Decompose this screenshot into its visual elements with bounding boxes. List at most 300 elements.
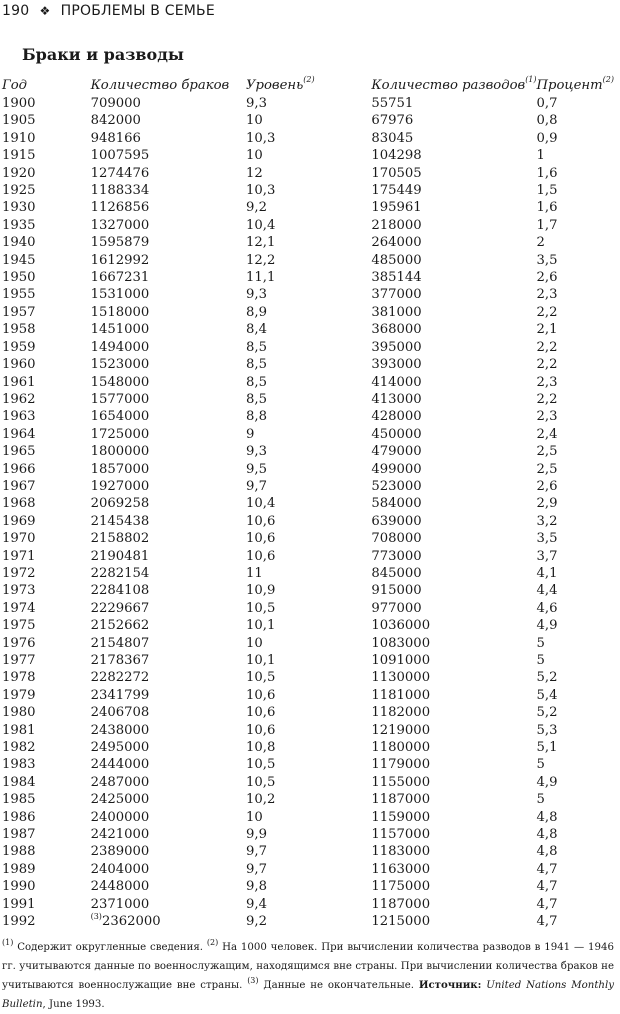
cell-divorces: 104298	[371, 148, 422, 164]
cell-rate: 10,5	[246, 600, 276, 616]
cell-percent: 5	[536, 653, 545, 668]
footnote-ref: (3)	[90, 911, 102, 921]
cell-percent: 0,8	[536, 113, 558, 129]
cell-rate: 10	[246, 809, 263, 825]
footnote-text: Данные не окончательные.	[258, 980, 419, 991]
cell-marriages: 2341799	[90, 687, 150, 703]
cell-rate: 11	[246, 565, 263, 581]
cell-year: 1900	[2, 96, 36, 111]
cell-divorces: 1036000	[371, 618, 431, 634]
cell-rate: 10,6	[246, 513, 276, 529]
cell-rate: 10,5	[246, 774, 276, 790]
table-row	[2, 565, 614, 582]
cell-divorces: 639000	[371, 513, 422, 529]
cell-rate: 10,6	[246, 705, 276, 721]
cell-divorces: 368000	[371, 322, 422, 338]
cell-rate: 9,8	[246, 879, 267, 895]
cell-percent: 4,8	[536, 827, 558, 843]
cell-year: 1925	[2, 183, 36, 199]
cell-rate: 10	[246, 635, 263, 651]
footnotes	[2, 938, 614, 1014]
cell-marriages: 2487000	[90, 774, 150, 790]
cell-rate: 10,8	[246, 740, 276, 756]
cell-percent: 5	[536, 757, 545, 773]
cell-percent: 0,7	[536, 96, 558, 111]
footnote-mark: (2)	[206, 937, 219, 947]
table-row	[2, 391, 614, 408]
cell-divorces: 1155000	[371, 774, 431, 790]
table-row	[2, 513, 614, 530]
table-row	[2, 234, 614, 251]
cell-percent: 2,3	[536, 374, 558, 390]
cell-rate: 9,7	[246, 861, 267, 877]
column-header-divorces: Количество разводов$^{(1)}$	[371, 75, 537, 93]
cell-rate: 10	[246, 113, 263, 129]
table-row	[2, 165, 614, 182]
cell-divorces: 395000	[371, 339, 422, 355]
cell-divorces: 1083000	[371, 635, 431, 651]
cell-rate: 9,2	[246, 200, 267, 216]
table-row	[2, 704, 614, 721]
table-row	[2, 652, 614, 669]
cell-percent: 2,2	[536, 304, 558, 320]
cell-rate: 10,5	[246, 670, 276, 686]
cell-year: 1974	[2, 600, 36, 616]
footnote-ref: (2)	[602, 75, 614, 85]
cell-marriages: 2389000	[90, 844, 150, 860]
cell-rate: 10,1	[246, 653, 276, 668]
column-header-percent: Процент$^{(2)}$	[536, 75, 614, 93]
cell-marriages: 709000	[90, 96, 141, 111]
cell-divorces: 413000	[371, 391, 422, 407]
cell-divorces: 499000	[371, 461, 422, 477]
column-header-marriages: Количество браков	[90, 77, 230, 93]
cell-rate: 9,9	[246, 827, 267, 843]
source-label: Источник:	[418, 979, 482, 991]
cell-percent: 2,4	[536, 426, 558, 442]
cell-percent: 5,2	[536, 705, 558, 721]
cell-year: 1960	[2, 357, 36, 373]
cell-divorces: 1187000	[371, 792, 431, 808]
cell-divorces: 1157000	[371, 827, 431, 843]
table-header-row	[2, 76, 614, 95]
cell-rate: 8,8	[246, 409, 267, 425]
cell-marriages: 2282272	[90, 670, 150, 686]
cell-marriages: 2229667	[90, 600, 150, 616]
cell-divorces: 381000	[371, 304, 422, 320]
cell-year: 1980	[2, 705, 36, 721]
footnote-mark: (3)	[247, 975, 259, 985]
cell-divorces: 915000	[371, 583, 422, 599]
cell-divorces: 1163000	[371, 861, 431, 877]
cell-percent: 1,6	[536, 165, 558, 181]
cell-marriages: 2406708	[90, 705, 150, 721]
cell-year: 1920	[2, 165, 36, 181]
table-row	[2, 548, 614, 565]
cell-marriages: 2495000	[90, 740, 150, 756]
cell-year: 1975	[2, 618, 36, 634]
cell-rate: 9,3	[246, 444, 267, 460]
cell-year: 1979	[2, 687, 36, 703]
cell-rate: 10,3	[246, 130, 276, 146]
cell-year: 1967	[2, 478, 36, 494]
cell-rate: 10,9	[246, 583, 276, 599]
cell-marriages: 2154807	[90, 635, 150, 651]
cell-marriages: 1857000	[90, 461, 150, 477]
cell-percent: 4,7	[536, 914, 558, 930]
cell-percent: 2,2	[536, 391, 558, 407]
cell-year: 1972	[2, 565, 36, 581]
cell-year: 1978	[2, 670, 36, 686]
cell-rate: 8,5	[246, 357, 267, 373]
cell-percent: 4,8	[536, 809, 558, 825]
cell-percent: 2,2	[536, 357, 558, 373]
cell-marriages: 1577000	[90, 391, 150, 407]
cell-divorces: 264000	[371, 235, 422, 251]
cell-percent: 3,5	[536, 531, 558, 547]
cell-percent: 2,1	[536, 322, 558, 338]
table-row	[2, 304, 614, 321]
cell-divorces: 393000	[371, 357, 422, 373]
cell-year: 1987	[2, 827, 36, 843]
table-row	[2, 530, 614, 547]
cell-rate: 10	[246, 148, 263, 164]
cell-marriages: 2282154	[90, 565, 150, 581]
cell-year: 1971	[2, 548, 36, 564]
cell-rate: 8,4	[246, 322, 267, 338]
cell-percent: 5	[536, 792, 545, 808]
cell-percent: 4,7	[536, 896, 558, 912]
cell-marriages: 1654000	[90, 409, 150, 425]
cell-year: 1991	[2, 896, 36, 912]
cell-divorces: 1175000	[371, 879, 431, 895]
cell-percent: 3,5	[536, 252, 558, 268]
cell-divorces: 83045	[371, 130, 414, 146]
table-row	[2, 826, 614, 843]
table-row	[2, 774, 614, 791]
cell-marriages: 2178367	[90, 653, 150, 668]
table-row	[2, 461, 614, 478]
cell-year: 1963	[2, 409, 36, 425]
cell-marriages: 1800000	[90, 444, 150, 460]
cell-percent: 0,9	[536, 130, 558, 146]
table-row	[2, 896, 614, 913]
cell-percent: 4,7	[536, 861, 558, 877]
cell-divorces: 195961	[371, 200, 422, 216]
cell-divorces: 773000	[371, 548, 422, 564]
cell-year: 1915	[2, 148, 36, 164]
table-row	[2, 286, 614, 303]
cell-divorces: 845000	[371, 565, 422, 581]
cell-percent: 4,4	[536, 583, 558, 599]
cell-percent: 1	[536, 148, 545, 164]
cell-year: 1965	[2, 444, 36, 460]
diamond-ornament-icon: ❖	[39, 4, 51, 18]
cell-rate: 10,3	[246, 183, 276, 199]
cell-divorces: 450000	[371, 426, 422, 442]
cell-year: 1964	[2, 426, 36, 442]
cell-marriages: 1327000	[90, 217, 150, 233]
cell-divorces: 1183000	[371, 844, 431, 860]
cell-percent: 4,1	[536, 565, 558, 581]
cell-year: 1957	[2, 304, 36, 320]
cell-divorces: 1182000	[371, 705, 431, 721]
cell-year: 1985	[2, 792, 36, 808]
cell-divorces: 523000	[371, 478, 422, 494]
cell-percent: 4,8	[536, 844, 558, 860]
cell-marriages: 2400000	[90, 809, 150, 825]
cell-rate: 8,5	[246, 339, 267, 355]
cell-divorces: 1179000	[371, 757, 431, 773]
cell-marriages: 1667231	[90, 270, 150, 286]
cell-percent: 5,4	[536, 687, 558, 703]
footnote-text: Содержит округленные сведения.	[13, 942, 207, 953]
cell-year: 1910	[2, 130, 36, 146]
cell-marriages: 2421000	[90, 827, 150, 843]
cell-year: 1977	[2, 653, 36, 668]
source-date: , June 1993.	[42, 999, 105, 1010]
table-row	[2, 809, 614, 826]
cell-divorces: 428000	[371, 409, 422, 425]
cell-percent: 2,2	[536, 339, 558, 355]
cell-rate: 12	[246, 165, 263, 181]
cell-marriages: 2444000	[90, 757, 150, 773]
cell-divorces: 1091000	[371, 653, 431, 668]
table-row	[2, 408, 614, 425]
table-row	[2, 426, 614, 443]
cell-percent: 3,7	[536, 548, 558, 564]
cell-year: 1983	[2, 757, 36, 773]
cell-year: 1988	[2, 844, 36, 860]
cell-percent: 4,6	[536, 600, 558, 616]
cell-marriages: 2145438	[90, 513, 150, 529]
table-row	[2, 495, 614, 512]
cell-year: 1962	[2, 391, 36, 407]
running-head	[2, 0, 215, 22]
cell-rate: 9,7	[246, 478, 267, 494]
table-row	[2, 756, 614, 773]
page-number: 190	[2, 3, 30, 19]
cell-year: 1945	[2, 252, 36, 268]
table-row	[2, 147, 614, 164]
cell-marriages: 2438000	[90, 722, 150, 738]
footnote-ref: (1)	[525, 75, 537, 85]
cell-year: 1930	[2, 200, 36, 216]
cell-divorces: 175449	[371, 183, 422, 199]
table-row	[2, 878, 614, 895]
cell-percent: 1,5	[536, 183, 558, 199]
cell-year: 1976	[2, 635, 36, 651]
footnote-text: На 1000 человек. При вычислении количества разводов в 1941 — 1946 гг. учитываются данные по военнослужащим, находящимся вне страны. При вычислении количества браков не учитываются военнослужащие вне страны.	[2, 942, 614, 991]
table-row	[2, 217, 614, 234]
cell-rate: 8,5	[246, 391, 267, 407]
cell-marriages: 1451000	[90, 322, 150, 338]
table-row	[2, 843, 614, 860]
cell-rate: 10,6	[246, 722, 276, 738]
cell-rate: 9,7	[246, 844, 267, 860]
table-row	[2, 443, 614, 460]
cell-rate: 8,5	[246, 374, 267, 390]
cell-rate: 9	[246, 426, 255, 442]
cell-marriages: 2152662	[90, 618, 150, 634]
cell-percent: 2	[536, 235, 545, 251]
cell-marriages: 948166	[90, 130, 141, 146]
table-row	[2, 913, 614, 930]
cell-marriages: 2158802	[90, 531, 150, 547]
cell-marriages: 1518000	[90, 304, 150, 320]
cell-year: 1950	[2, 270, 36, 286]
cell-percent: 4,9	[536, 774, 558, 790]
cell-marriages: 1126856	[90, 200, 150, 216]
table-row	[2, 321, 614, 338]
cell-percent: 5,2	[536, 670, 558, 686]
cell-year: 1982	[2, 740, 36, 756]
cell-percent: 2,5	[536, 461, 558, 477]
cell-year: 1986	[2, 809, 36, 825]
cell-marriages: 842000	[90, 113, 141, 129]
table-row	[2, 669, 614, 686]
cell-rate: 10,4	[246, 496, 276, 512]
cell-divorces: 708000	[371, 531, 422, 547]
cell-rate: 8,9	[246, 304, 267, 320]
cell-percent: 2,6	[536, 270, 558, 286]
cell-year: 1973	[2, 583, 36, 599]
cell-marriages: 2371000	[90, 896, 150, 912]
cell-divorces: 584000	[371, 496, 422, 512]
cell-year: 1970	[2, 531, 36, 547]
table-row	[2, 269, 614, 286]
cell-marriages: 1188334	[90, 183, 150, 199]
cell-divorces: 1159000	[371, 809, 431, 825]
cell-rate: 12,2	[246, 252, 276, 268]
cell-year: 1959	[2, 339, 36, 355]
footnote-mark: (1)	[2, 937, 14, 947]
table-row	[2, 130, 614, 147]
table-row	[2, 95, 614, 112]
cell-year: 1989	[2, 861, 36, 877]
cell-marriages: 2284108	[90, 583, 150, 599]
table-row	[2, 687, 614, 704]
cell-rate: 9,3	[246, 287, 267, 303]
table-row	[2, 252, 614, 269]
cell-marriages: 1007595	[90, 148, 150, 164]
cell-year: 1992	[2, 914, 36, 930]
table-row	[2, 617, 614, 634]
cell-rate: 10,4	[246, 217, 276, 233]
cell-marriages: 1725000	[90, 426, 150, 442]
cell-divorces: 55751	[371, 96, 414, 111]
table-row	[2, 199, 614, 216]
cell-divorces: 977000	[371, 600, 422, 616]
cell-divorces: 485000	[371, 252, 422, 268]
table-row	[2, 356, 614, 373]
cell-marriages: 1523000	[90, 357, 150, 373]
cell-divorces: 170505	[371, 165, 422, 181]
section-title: ПРОБЛЕМЫ В СЕМЬЕ	[60, 3, 215, 19]
cell-rate: 10,2	[246, 792, 276, 808]
cell-marriages: 1595879	[90, 235, 150, 251]
cell-percent: 2,3	[536, 287, 558, 303]
table-row	[2, 374, 614, 391]
cell-divorces: 1215000	[371, 914, 431, 930]
cell-marriages: 2448000	[90, 879, 150, 895]
cell-percent: 4,9	[536, 618, 558, 634]
cell-year: 1968	[2, 496, 36, 512]
cell-divorces: 1130000	[371, 670, 431, 686]
cell-divorces: 1181000	[371, 687, 431, 703]
cell-percent: 2,3	[536, 409, 558, 425]
cell-percent: 2,5	[536, 444, 558, 460]
cell-year: 1984	[2, 774, 36, 790]
table-row	[2, 182, 614, 199]
cell-percent: 2,6	[536, 478, 558, 494]
column-header-year: Год	[2, 77, 28, 93]
cell-marriages: 2425000	[90, 792, 150, 808]
cell-rate: 10,6	[246, 687, 276, 703]
table-row	[2, 582, 614, 599]
cell-divorces: 414000	[371, 374, 422, 390]
cell-rate: 9,2	[246, 914, 267, 930]
table-row	[2, 600, 614, 617]
cell-rate: 10,5	[246, 757, 276, 773]
cell-rate: 11,1	[246, 270, 276, 286]
cell-divorces: 67976	[371, 113, 414, 129]
footnote-ref: (2)	[303, 75, 315, 85]
cell-divorces: 1219000	[371, 722, 431, 738]
cell-divorces: 479000	[371, 444, 422, 460]
cell-divorces: 377000	[371, 287, 422, 303]
cell-marriages: 1612992	[90, 252, 150, 268]
cell-rate: 9,3	[246, 96, 267, 111]
cell-percent: 5,1	[536, 740, 558, 756]
table-row	[2, 339, 614, 356]
cell-percent: 1,7	[536, 217, 558, 233]
table-row	[2, 722, 614, 739]
cell-divorces: 1180000	[371, 740, 431, 756]
cell-percent: 2,9	[536, 496, 558, 512]
cell-divorces: 1187000	[371, 896, 431, 912]
table-row	[2, 791, 614, 808]
cell-marriages: 1531000	[90, 287, 150, 303]
cell-divorces: 218000	[371, 217, 422, 233]
cell-percent: 5,3	[536, 722, 558, 738]
source-publication: United Nations Monthly Bulletin	[2, 980, 614, 1010]
cell-rate: 10,6	[246, 531, 276, 547]
cell-year: 1940	[2, 235, 36, 251]
cell-rate: 10,1	[246, 618, 276, 634]
cell-year: 1961	[2, 374, 36, 390]
cell-year: 1905	[2, 113, 36, 129]
cell-year: 1969	[2, 513, 36, 529]
cell-year: 1958	[2, 322, 36, 338]
page-title: Браки и разводы	[22, 45, 184, 64]
cell-year: 1935	[2, 217, 36, 233]
table-row	[2, 635, 614, 652]
cell-percent: 1,6	[536, 200, 558, 216]
cell-marriages: 2190481	[90, 548, 150, 564]
table-row	[2, 739, 614, 756]
cell-marriages: 1548000	[90, 374, 150, 390]
cell-year: 1955	[2, 287, 36, 303]
cell-year: 1990	[2, 879, 36, 895]
cell-year: 1966	[2, 461, 36, 477]
cell-marriages: $^{(3)}$2362000	[90, 911, 161, 930]
cell-marriages: 1927000	[90, 478, 150, 494]
marriage-divorce-table	[2, 76, 614, 931]
cell-percent: 3,2	[536, 513, 558, 529]
cell-year: 1981	[2, 722, 36, 738]
cell-rate: 12,1	[246, 235, 276, 251]
